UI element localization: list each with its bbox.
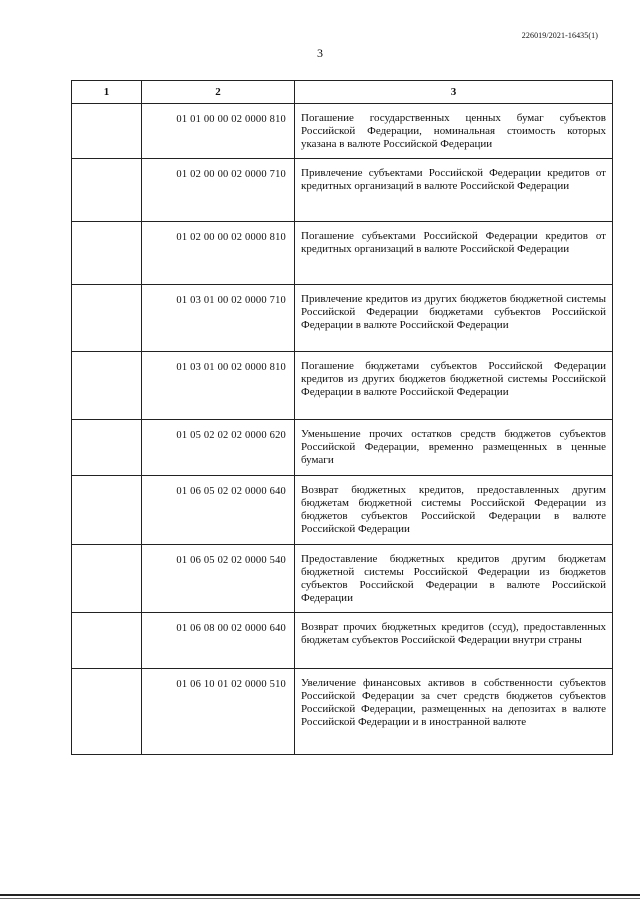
cell-description: Предоставление бюджетных кредитов другим бюджетам бюджетной системы Российской Федерации из бюджетов субъектов Российской Федерации в валюте Российской Федерации <box>295 544 613 612</box>
cell-blank <box>72 351 142 419</box>
cell-code: 01 06 08 00 02 0000 640 <box>142 612 295 668</box>
cell-code: 01 06 05 02 02 0000 640 <box>142 475 295 544</box>
cell-code: 01 02 00 00 02 0000 810 <box>142 221 295 284</box>
cell-blank <box>72 221 142 284</box>
cell-code: 01 03 01 00 02 0000 810 <box>142 351 295 419</box>
column-header-3: 3 <box>295 81 613 104</box>
table-row <box>72 351 613 419</box>
cell-blank <box>72 544 142 612</box>
cell-code: 01 02 00 00 02 0000 710 <box>142 158 295 221</box>
table-row <box>72 612 613 668</box>
cell-description: Уменьшение прочих остатков средств бюджетов субъектов Российской Федерации, временно размещенных в ценные бумаги <box>295 419 613 475</box>
cell-description: Возврат прочих бюджетных кредитов (ссуд), предоставленных бюджетам субъектов Российской Федерации внутри страны <box>295 612 613 668</box>
cell-description: Привлечение кредитов из других бюджетов бюджетной системы Российской Федерации бюджетами субъектов Российской Федерации в валюте Российской Федерации <box>295 284 613 351</box>
table-row <box>72 221 613 284</box>
cell-code: 01 06 10 01 02 0000 510 <box>142 668 295 754</box>
cell-blank <box>72 158 142 221</box>
cell-code: 01 05 02 02 02 0000 620 <box>142 419 295 475</box>
page-bottom-rule <box>0 894 640 899</box>
table-row <box>72 668 613 754</box>
table-header-row <box>72 81 613 104</box>
table-row <box>72 475 613 544</box>
cell-description: Возврат бюджетных кредитов, предоставленных другим бюджетам бюджетной системы Российской Федерации из бюджетов субъектов Российской Федерации в валюте Российской Федерации <box>295 475 613 544</box>
cell-blank <box>72 612 142 668</box>
cell-description: Погашение субъектами Российской Федерации кредитов от кредитных организаций в валюте Российской Федерации <box>295 221 613 284</box>
column-header-1: 1 <box>72 81 142 104</box>
cell-description: Погашение государственных ценных бумаг субъектов Российской Федерации, номинальная стоимость которых указана в валюте Российской Федерации <box>295 104 613 159</box>
rule-thin <box>0 898 640 899</box>
table-row <box>72 158 613 221</box>
table-row <box>72 104 613 159</box>
cell-blank <box>72 284 142 351</box>
cell-description: Погашение бюджетами субъектов Российской Федерации кредитов из других бюджетов бюджетной системы Российской Федерации в валюте Российской Федерации <box>295 351 613 419</box>
document-registration-number: 226019/2021-16435(1) <box>521 31 598 40</box>
table-row <box>72 544 613 612</box>
cell-blank <box>72 475 142 544</box>
cell-blank <box>72 419 142 475</box>
budget-codes-table <box>71 80 613 755</box>
cell-code: 01 01 00 00 02 0000 810 <box>142 104 295 159</box>
column-header-2: 2 <box>142 81 295 104</box>
rule-thick <box>0 894 640 896</box>
cell-description: Увеличение финансовых активов в собственности субъектов Российской Федерации за счет средств бюджетов субъектов Российской Федерации, размещенных на депозитах в валюте Российской Федерации и в иностранной валюте <box>295 668 613 754</box>
page-number: 3 <box>317 46 323 60</box>
cell-blank <box>72 668 142 754</box>
table-row <box>72 284 613 351</box>
cell-blank <box>72 104 142 159</box>
cell-code: 01 06 05 02 02 0000 540 <box>142 544 295 612</box>
cell-description: Привлечение субъектами Российской Федерации кредитов от кредитных организаций в валюте Российской Федерации <box>295 158 613 221</box>
cell-code: 01 03 01 00 02 0000 710 <box>142 284 295 351</box>
table-row <box>72 419 613 475</box>
